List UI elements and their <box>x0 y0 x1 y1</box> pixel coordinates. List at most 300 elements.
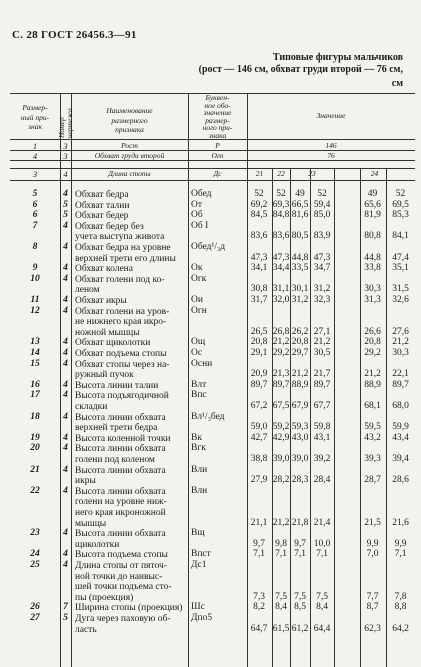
row-code: Ос <box>191 348 203 358</box>
row-chest-num: 4 <box>32 151 38 161</box>
row-drawing-number: 5 <box>63 613 68 623</box>
col-header-drawing-no-l2: чертежа <box>65 108 74 138</box>
row-value: 8,5 <box>294 602 306 613</box>
standard-code: ГОСТ 26456.3—91 <box>41 29 137 41</box>
row-value: 39,0 <box>291 454 309 464</box>
row-foot-size-21: 21 <box>255 169 264 178</box>
row-value: 9,9 <box>366 538 379 549</box>
col-header-name-l2: размерного <box>111 115 148 125</box>
row-value: 27,6 <box>392 326 409 337</box>
row-value: 7,3 <box>253 591 265 602</box>
row-value: 20,8 <box>250 337 268 348</box>
row-value: 30,8 <box>250 284 268 295</box>
row-drawing-number: 4 <box>63 464 68 475</box>
row-value: 31,3 <box>364 295 381 305</box>
row-measure-name: Высота линии обхвата <box>75 444 166 455</box>
row-value: 59,9 <box>392 422 409 433</box>
row-number: 21 <box>30 464 40 475</box>
row-code: Вли <box>191 464 208 475</box>
row-drawing-number: 7 <box>63 602 68 613</box>
row-drawing-number: 5 <box>63 199 68 210</box>
row-number: 7 <box>32 220 38 231</box>
col-header-code <box>188 94 247 140</box>
row-value: 83,6 <box>272 231 290 242</box>
row-value: 89,7 <box>313 379 331 390</box>
col-header-code-l5: ного при- <box>202 123 233 133</box>
row-drawing-number: 4 <box>63 295 68 305</box>
row-height-name: Рост <box>121 141 138 150</box>
row-number: 15 <box>30 358 40 369</box>
table-caption-line2: (рост — 146 см, обхват груди второй — 76 см, <box>198 64 403 75</box>
row-value: 21,2 <box>313 337 331 348</box>
row-measure-name: шей точки подъема сто- <box>75 582 172 593</box>
row-value: 10,0 <box>313 538 331 549</box>
row-value: 38,8 <box>250 454 268 464</box>
row-drawing-number: 4 <box>63 220 68 231</box>
row-value: 20,8 <box>291 337 309 348</box>
row-code: Влн <box>191 485 208 496</box>
row-code: Впс <box>191 390 207 401</box>
row-value: 31,2 <box>291 295 309 305</box>
page-number: С. 28 <box>12 29 38 41</box>
row-value: 69,3 <box>272 199 290 210</box>
row-measure-name: Обхват талии <box>75 200 130 211</box>
row-number: 14 <box>30 348 40 358</box>
row-code: Ои <box>191 295 203 305</box>
row-number: 16 <box>30 379 40 390</box>
row-number: 17 <box>30 390 40 401</box>
row-value: 7,0 <box>366 549 379 560</box>
row-measure-name: Высота коленной точки <box>75 433 171 444</box>
row-height-value: 146 <box>325 141 337 150</box>
row-value: 28,2 <box>272 475 290 486</box>
value-col-divider <box>386 180 387 667</box>
row-value: 8,8 <box>394 602 407 613</box>
row-value: 9,7 <box>253 538 265 549</box>
row-measure-name: Обхват колена <box>75 264 133 275</box>
row-value: 34,4 <box>272 263 290 274</box>
row-measure-name: Обхват бедра на уровне <box>75 243 171 253</box>
row-value: 7,5 <box>294 591 306 602</box>
row-code: Шс <box>191 602 205 613</box>
row-value: 59,0 <box>250 422 268 433</box>
row-value: 52 <box>317 189 327 199</box>
row-value: 62,3 <box>364 623 381 634</box>
row-code: Огк <box>191 273 207 284</box>
row-measure-name: Обхват икры <box>75 296 127 306</box>
table-caption-line1: Типовые фигуры мальчиков <box>272 52 403 63</box>
row-value: 31,7 <box>250 295 268 305</box>
row-measure-name: Высота линии талии <box>75 380 159 391</box>
row-value: 61,5 <box>272 623 290 634</box>
row-value: 29,2 <box>364 348 381 358</box>
row-value: 21,3 <box>272 369 290 380</box>
row-value: 34,1 <box>250 263 268 274</box>
row-value: 61,2 <box>291 623 309 634</box>
row-foot-size-22: 22 <box>277 169 285 178</box>
row-value: 29,2 <box>272 348 290 358</box>
row-measure-name: него края икроножной <box>75 508 166 518</box>
row-measure-name: Высота линии обхвата <box>75 486 166 497</box>
row-value: 31,1 <box>272 284 290 295</box>
row-number: 25 <box>30 560 40 570</box>
row-drawing-number: 4 <box>63 411 68 422</box>
row-value: 9,9 <box>394 538 407 549</box>
row-value: 83,9 <box>313 231 331 242</box>
row-value: 29,7 <box>291 348 309 358</box>
row-value: 26,2 <box>291 326 309 337</box>
row-height-drw: 3 <box>63 141 68 151</box>
row-measure-name: Высота подъема стопы <box>75 550 168 561</box>
row-measure-name: верхней трети бедра <box>75 423 158 434</box>
row-value: 84,8 <box>272 210 290 221</box>
row-value: 8,4 <box>316 602 328 613</box>
row-foot-code: Дс <box>213 169 222 178</box>
row-number: 13 <box>30 337 40 348</box>
row-measure-name: складки <box>75 402 108 412</box>
col-header-name-l1: Наименование <box>106 106 153 115</box>
row-code: Осни <box>191 358 213 369</box>
row-value: 21,1 <box>250 517 268 528</box>
row-value: 20,8 <box>364 337 381 348</box>
row-value: 31,5 <box>392 284 409 295</box>
row-number: 19 <box>30 432 40 443</box>
row-number: 6 <box>32 199 38 210</box>
row-value: 83,6 <box>250 231 268 242</box>
row-number: 12 <box>30 305 40 316</box>
row-value: 65,6 <box>364 199 381 210</box>
row-value: 59,5 <box>364 422 381 433</box>
row-value: 42,7 <box>250 432 268 443</box>
row-value: 30,1 <box>291 284 309 295</box>
col-header-size-no-l2: ный при- <box>20 112 50 122</box>
value-col-divider <box>334 180 335 667</box>
row-number: 8 <box>32 242 38 252</box>
row-number: 24 <box>30 549 40 560</box>
row-value: 66,5 <box>291 199 309 210</box>
row-value: 44,8 <box>291 252 309 263</box>
row-value: 30,5 <box>313 348 331 358</box>
row-drawing-number: 4 <box>63 305 68 316</box>
row-value: 67,7 <box>313 401 331 411</box>
row-value: 67,9 <box>291 401 309 411</box>
row-value: 59,3 <box>291 422 309 433</box>
row-code: Вк <box>191 432 202 443</box>
row-value: 69,5 <box>392 199 409 210</box>
row-code: Об I <box>191 220 209 231</box>
row-code: Впст <box>191 549 211 560</box>
row-code: Обед¹/₃д <box>191 242 226 252</box>
row-code: Вгк <box>191 443 206 454</box>
col-header-name-l3: признака <box>115 125 144 134</box>
row-value: 43,1 <box>313 432 331 443</box>
row-measure-name: Обхват голени под ко- <box>75 274 165 285</box>
row-value: 39,0 <box>272 454 290 464</box>
row-chest-value: 76 <box>327 151 335 160</box>
row-value: 7,1 <box>394 549 407 560</box>
row-measure-name: Высота линии обхвата <box>75 412 166 423</box>
row-value: 88,9 <box>364 379 381 390</box>
row-drawing-number: 4 <box>63 443 68 454</box>
row-value: 43,0 <box>291 432 309 443</box>
row-value: 68,0 <box>392 401 409 411</box>
row-number: 10 <box>30 273 40 284</box>
col-header-code-l1: Буквен- <box>205 93 230 102</box>
row-value: 52 <box>395 189 406 199</box>
row-measure-name: пы (проекция) <box>75 592 134 603</box>
row-drawing-number: 4 <box>63 432 68 443</box>
row-value: 7,1 <box>253 549 265 560</box>
row-value: 32,0 <box>272 295 290 305</box>
row-value: 30,3 <box>392 348 409 358</box>
row-measure-name: голени под коленом <box>75 455 155 465</box>
row-number: 26 <box>30 602 40 613</box>
row-value: 47,4 <box>392 252 409 263</box>
row-value: 47,3 <box>272 252 290 263</box>
row-foot-size-23: 23 <box>308 169 316 178</box>
row-value: 85,0 <box>313 210 331 221</box>
row-measure-name: ласть <box>75 624 97 635</box>
row-value: 21,7 <box>313 369 331 380</box>
row-value: 49 <box>367 189 378 199</box>
row-value: 26,8 <box>272 326 290 337</box>
row-value: 39,3 <box>364 454 381 464</box>
row-value: 28,7 <box>364 475 381 486</box>
col-header-drawing-no-l1: Номер <box>57 117 66 138</box>
row-drawing-number: 4 <box>63 549 68 560</box>
row-measure-name: Высота линии обхвата <box>75 529 166 540</box>
row-value: 21,2 <box>392 337 409 348</box>
row-drawing-number: 4 <box>63 358 68 369</box>
row-drawing-number: 4 <box>63 263 68 274</box>
row-drawing-number: 4 <box>63 242 68 252</box>
row-value: 52 <box>254 189 264 199</box>
row-value: 30,3 <box>364 284 381 295</box>
row-drawing-number: 5 <box>63 210 68 221</box>
row-value: 42,9 <box>272 432 290 443</box>
col-divider-3 <box>188 93 189 667</box>
row-number: 23 <box>30 528 40 539</box>
row-value: 7,5 <box>316 591 328 602</box>
row-measure-name: не нижнего края икро- <box>75 317 167 328</box>
row-value: 85,3 <box>392 210 409 221</box>
row-value: 43,2 <box>364 432 381 443</box>
row-number: 5 <box>32 189 38 199</box>
row-value: 84,1 <box>392 231 409 242</box>
col-header-code-l2: ное обо- <box>204 100 231 110</box>
row-value: 9,8 <box>275 538 287 549</box>
col-header-size-no-l1: Размер- <box>22 103 48 112</box>
row-value: 7,5 <box>275 591 287 602</box>
row-value: 9,7 <box>294 538 306 549</box>
row-foot-drw: 4 <box>63 169 68 179</box>
row-value: 29,1 <box>250 348 268 358</box>
row-value: 81,6 <box>291 210 309 221</box>
row-measure-name: мышцы <box>75 518 107 529</box>
row-value: 84,5 <box>250 210 268 221</box>
row-value: 59,4 <box>313 199 331 210</box>
row-code: Обед <box>191 189 212 199</box>
row-value: 89,7 <box>250 379 268 390</box>
row-drawing-number: 4 <box>63 189 68 199</box>
row-value: 32,3 <box>313 295 331 305</box>
row-value: 7,8 <box>394 591 407 602</box>
row-measure-name: верхней трети его длины <box>75 253 176 264</box>
row-value: 59,2 <box>272 422 290 433</box>
col-header-size-no-l3: знак <box>28 122 42 131</box>
row-value: 64,7 <box>250 623 268 634</box>
row-measure-name: щиколотки <box>75 539 120 550</box>
row-number: 22 <box>30 485 40 496</box>
row-code: Огн <box>191 305 207 316</box>
table-caption-unit: см <box>391 78 403 89</box>
row-value: 33,8 <box>364 263 381 274</box>
row-value: 43,4 <box>392 432 409 443</box>
col-header-code-l6: знака <box>208 130 227 140</box>
row-code: Об <box>191 210 203 221</box>
row-foot-num: 3 <box>32 169 38 179</box>
row-drawing-number: 4 <box>63 379 68 390</box>
row-measure-name: ружный пучок <box>75 370 134 381</box>
row-number: 18 <box>30 411 40 422</box>
row-foot-size-24: 24 <box>370 169 379 178</box>
row-value: 68,1 <box>364 401 381 411</box>
row-measure-name: Обхват подъема стопы <box>75 349 167 359</box>
row-value: 35,1 <box>392 263 409 274</box>
row-measure-name: ной точки до наивыс- <box>75 571 163 582</box>
row-chest-name: Обхват груди второй <box>94 151 165 160</box>
row-drawing-number: 4 <box>63 273 68 284</box>
row-measure-name: Обхват бедер без <box>75 221 144 232</box>
row-value: 8,2 <box>253 602 265 613</box>
row-value: 44,8 <box>364 252 381 263</box>
row-value: 39,2 <box>313 454 331 464</box>
row-value: 8,4 <box>275 602 287 613</box>
col-header-code-l3: значение <box>203 108 232 118</box>
row-value: 80,8 <box>364 231 381 242</box>
row-value: 7,1 <box>294 549 306 560</box>
row-code: Ощ <box>191 337 206 348</box>
row-code: Дс1 <box>191 560 207 570</box>
row-value: 28,6 <box>392 475 409 486</box>
col-header-value: Значение <box>316 111 346 120</box>
row-drawing-number: 4 <box>63 560 68 570</box>
row-code: От <box>191 199 203 210</box>
row-value: 20,9 <box>250 369 268 380</box>
row-code: Влт <box>191 379 207 390</box>
row-height-num: 1 <box>32 141 38 151</box>
row-value: 7,1 <box>275 549 287 560</box>
row-drawing-number: 4 <box>63 390 68 401</box>
row-number: 6 <box>32 210 38 221</box>
row-code: Вл¹/₃бед <box>191 411 225 422</box>
row-value: 21,6 <box>392 517 409 528</box>
row-drawing-number: 4 <box>63 528 68 539</box>
row-value: 34,7 <box>313 263 331 274</box>
row-value: 47,3 <box>313 252 331 263</box>
row-measure-name: учета выступа живота <box>75 232 165 243</box>
row-measure-name: Дуга через паховую об- <box>75 614 171 624</box>
row-measure-name: Обхват голени на уров- <box>75 306 170 317</box>
row-measure-name: Длина стопы от пяточ- <box>75 561 167 571</box>
row-chest-code: Огп <box>211 151 224 160</box>
row-value: 21,2 <box>364 369 381 380</box>
row-value: 67,5 <box>272 401 290 411</box>
row-value: 64,2 <box>392 623 409 634</box>
row-value: 52 <box>276 189 286 199</box>
row-number: 9 <box>32 263 38 274</box>
row-measure-name: Высота линии обхвата <box>75 465 166 476</box>
row-value: 21,4 <box>313 517 331 528</box>
row-measure-name: леном <box>75 285 100 296</box>
row-measure-name: Обхват стопы через на- <box>75 359 170 370</box>
row-value: 33,5 <box>291 263 309 274</box>
row-value: 47,3 <box>250 252 268 263</box>
row-value: 59,8 <box>313 422 331 433</box>
row-foot-name: Длина стопы <box>108 169 151 178</box>
row-value: 28,4 <box>313 475 331 486</box>
row-value: 89,7 <box>272 379 290 390</box>
col-header-name <box>71 106 188 135</box>
row-value: 7,1 <box>316 549 328 560</box>
row-value: 80,5 <box>291 231 309 242</box>
row-measure-name: Ширина стопы (проекция) <box>75 603 183 614</box>
row-value: 21,8 <box>291 517 309 528</box>
row-value: 49 <box>295 189 305 199</box>
row-value: 22,1 <box>392 369 409 380</box>
row-measure-name: Обхват щиколотки <box>75 338 151 349</box>
row-value: 21,5 <box>364 517 381 528</box>
col-divider-2 <box>71 93 72 667</box>
row-value: 21,2 <box>272 517 290 528</box>
row-height-code: Р <box>215 141 220 150</box>
row-value: 69,2 <box>250 199 268 210</box>
row-value: 32,6 <box>392 295 409 305</box>
row-number: 11 <box>30 295 40 305</box>
row-number: 27 <box>30 613 40 623</box>
row-value: 8,7 <box>366 602 379 613</box>
row-value: 27,9 <box>250 475 268 486</box>
row-value: 81,9 <box>364 210 381 221</box>
row-drawing-number: 4 <box>63 485 68 496</box>
row-value: 88,9 <box>291 379 309 390</box>
row-number: 20 <box>30 443 40 454</box>
row-value: 7,7 <box>366 591 379 602</box>
row-drawing-number: 4 <box>63 348 68 358</box>
row-drawing-number: 4 <box>63 337 68 348</box>
row-value: 26,5 <box>250 326 268 337</box>
row-value: 89,7 <box>392 379 409 390</box>
row-code: Ок <box>191 263 203 274</box>
row-measure-name: ножной мышцы <box>75 327 140 338</box>
row-value: 21,2 <box>291 369 309 380</box>
row-code: Вщ <box>191 528 205 539</box>
row-measure-name: Обхват бедер <box>75 211 129 222</box>
row-value: 27,1 <box>313 326 331 337</box>
row-measure-name: голени на уровне ниж- <box>75 497 167 508</box>
row-value: 26,6 <box>364 326 381 337</box>
row-value: 28,3 <box>291 475 309 486</box>
col-header-size-no <box>10 103 60 132</box>
row-value: 64,4 <box>313 623 331 634</box>
page-header <box>12 29 137 41</box>
row-measure-name: Обхват бедра <box>75 190 129 200</box>
col-header-code-l4: размер- <box>205 115 230 125</box>
row-value: 67,2 <box>250 401 268 411</box>
row-value: 21,2 <box>272 337 290 348</box>
row-measure-name: Высота подъягодичной <box>75 391 169 402</box>
row-code: Дпо5 <box>191 613 213 623</box>
